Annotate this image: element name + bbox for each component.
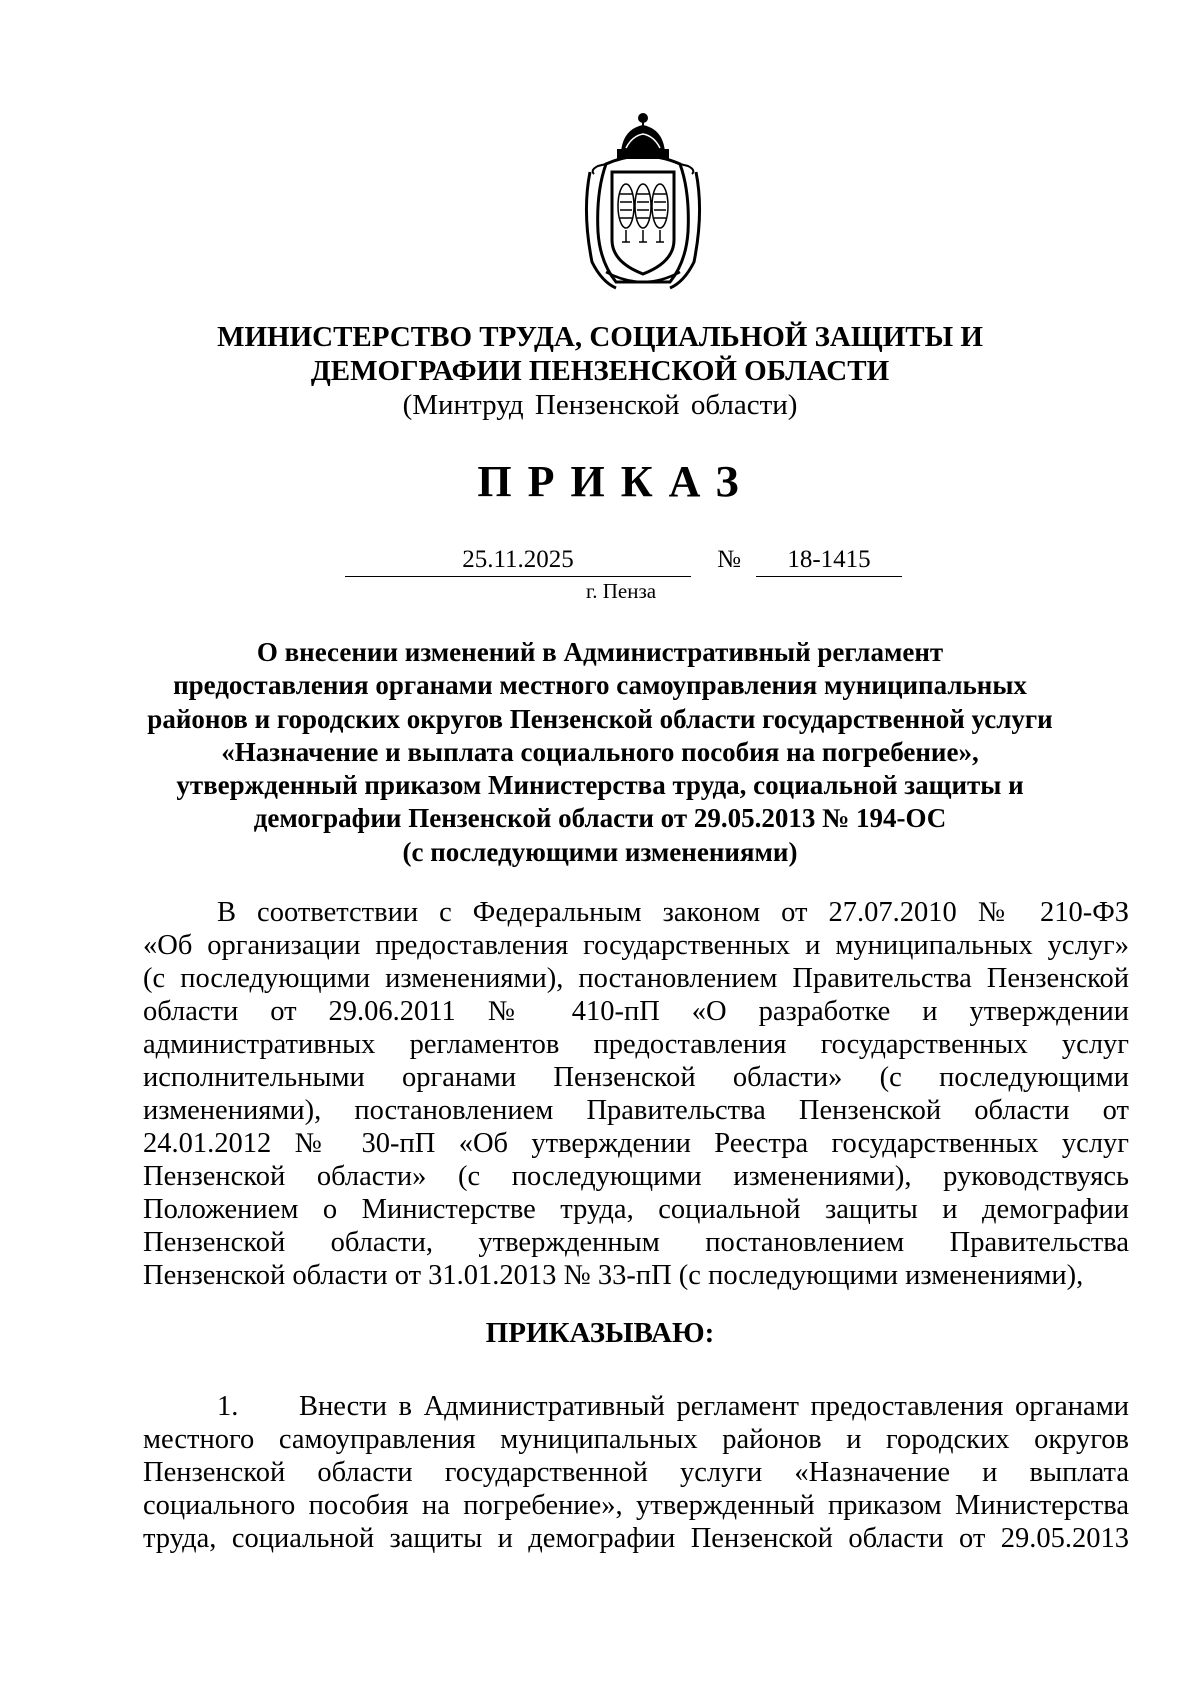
item-1-paragraph (143, 1390, 1129, 1555)
paragraph-line: Пензенской области, утвержденным постановлением Правительства (143, 1227, 1129, 1258)
heading-line: О внесении изменений в Административный регламент (256, 637, 944, 667)
ministry-short-name: (Минтруд Пензенской области) (402, 389, 798, 421)
heading-line: (с последующими изменениями) (402, 836, 798, 867)
city: г. Пенза (586, 579, 657, 603)
order-number: 18-1415 (787, 546, 871, 573)
ministry-name-line1: МИНИСТЕРСТВО ТРУДА, СОЦИАЛЬНОЙ ЗАЩИТЫ И (217, 321, 983, 353)
item-number: 1. (217, 1391, 239, 1422)
item-1-first-line (143, 1390, 1129, 1423)
ministry-name (0, 320, 1200, 388)
paragraph-line: Пензенской области» (с последующими изменениями), руководствуясь (143, 1161, 1129, 1192)
paragraph-line: области от 29.06.2011 № 410-пП «О разработке и утверждении (143, 996, 1129, 1027)
decree-word: ПРИКАЗЫВАЮ: (485, 1317, 715, 1349)
paragraph-line: труда, социальной защиты и демографии Пензенской области от 29.05.2013 (143, 1523, 1129, 1554)
order-subject-heading (0, 636, 1200, 869)
date-underline (345, 576, 691, 577)
paragraph-line: Внести в Административный регламент предоставления органами (299, 1391, 1129, 1422)
paragraph-line: Пензенской области от 31.01.2013 № 33-пП (с последующими изменениями), (143, 1260, 1084, 1291)
heading-line: демографии Пензенской области от 29.05.2013 № 194-ОС (253, 803, 947, 834)
ministry-name-line2: ДЕМОГРАФИИ ПЕНЗЕНСКОЙ ОБЛАСТИ (310, 355, 890, 387)
coat-of-arms-emblem (576, 112, 710, 292)
paragraph-line: «Об организации предоставления государственных и муниципальных услуг» (143, 930, 1129, 961)
paragraph-line: Положением о Министерстве труда, социальной защиты и демографии (143, 1194, 1129, 1225)
paragraph-line: социального пособия на погребение», утвержденный приказом Министерства (143, 1490, 1129, 1521)
paragraph-line: Пензенской области государственной услуги «Назначение и выплата (143, 1457, 1129, 1488)
document-type-title: ПРИКАЗ (477, 457, 755, 506)
paragraph-line: административных регламентов предоставления государственных услуг (143, 1029, 1129, 1060)
paragraph-line: (с последующими изменениями), постановлением Правительства Пензенской (143, 963, 1129, 994)
number-sign: № (717, 546, 741, 573)
number-underline (756, 576, 902, 577)
paragraph-line: В соответствии с Федеральным законом от 27.07.2010 № 210-ФЗ (217, 897, 1129, 928)
paragraph-line: местного самоуправления муниципальных районов и городских округов (143, 1424, 1129, 1455)
order-date: 25.11.2025 (462, 546, 574, 573)
heading-line: районов и городских округов Пензенской области государственной услуги (147, 703, 1053, 734)
heading-line: утвержденный приказом Министерства труда, социальной защиты и (176, 770, 1024, 801)
paragraph-line: 24.01.2012 № 30-пП «Об утверждении Реестра государственных услуг (143, 1128, 1129, 1159)
paragraph-line: исполнительными органами Пензенской области» (с последующими (143, 1062, 1129, 1093)
paragraph-line: изменениями), постановлением Правительства Пензенской области от (143, 1095, 1129, 1126)
heading-line: «Назначение и выплата социального пособия на погребение», (221, 736, 979, 767)
preamble-paragraph (143, 896, 1129, 1292)
heading-line: предоставления органами местного самоуправления муниципальных (173, 670, 1027, 701)
